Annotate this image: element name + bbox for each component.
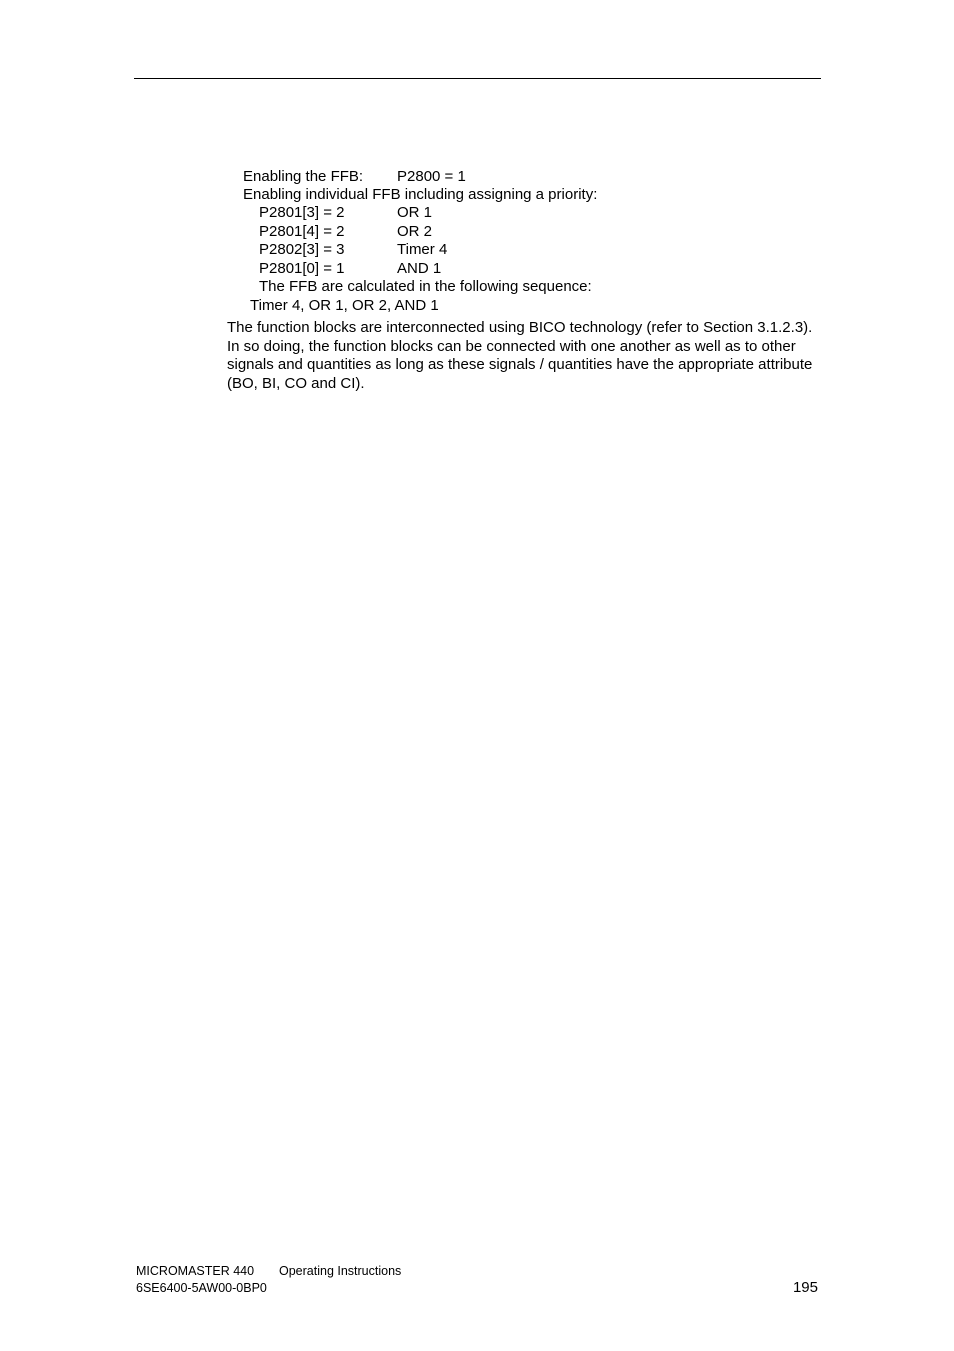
- assignment-param: P2801[3] = 2: [259, 204, 345, 221]
- sequence-text: Timer 4, OR 1, OR 2, AND 1: [250, 297, 439, 314]
- assignment-block: OR 2: [397, 223, 433, 240]
- assignment-param: P2801[0] = 1: [259, 260, 345, 277]
- footer-product: MICROMASTER 440: [136, 1264, 255, 1278]
- footer-doc-type: Operating Instructions: [279, 1264, 402, 1278]
- assignment-block: OR 1: [397, 204, 433, 221]
- assignment-block: AND 1: [397, 260, 442, 277]
- assignment-param: P2801[4] = 2: [259, 223, 345, 240]
- page-number: 195: [792, 1279, 818, 1296]
- assignment-param: P2802[3] = 3: [259, 241, 345, 258]
- assignment-block: Timer 4: [397, 241, 448, 258]
- enable-individual-text: Enabling individual FFB including assigning a priority:: [243, 186, 598, 203]
- bico-paragraph: The function blocks are interconnected using BICO technology (refer to Section 3.1.2.3). In so doing, the function blocks can be connected with one another as well as to other signals and quantities as long as these signals / quantities have the appropriate attribute (BO, BI, CO and CI).: [227, 319, 813, 392]
- enable-ffb-value: P2800 = 1: [397, 168, 466, 185]
- header-rule: [134, 78, 821, 79]
- sequence-intro: The FFB are calculated in the following sequence:: [259, 278, 592, 295]
- enable-ffb-label: Enabling the FFB:: [243, 168, 364, 185]
- footer-order-number: 6SE6400-5AW00-0BP0: [136, 1281, 267, 1295]
